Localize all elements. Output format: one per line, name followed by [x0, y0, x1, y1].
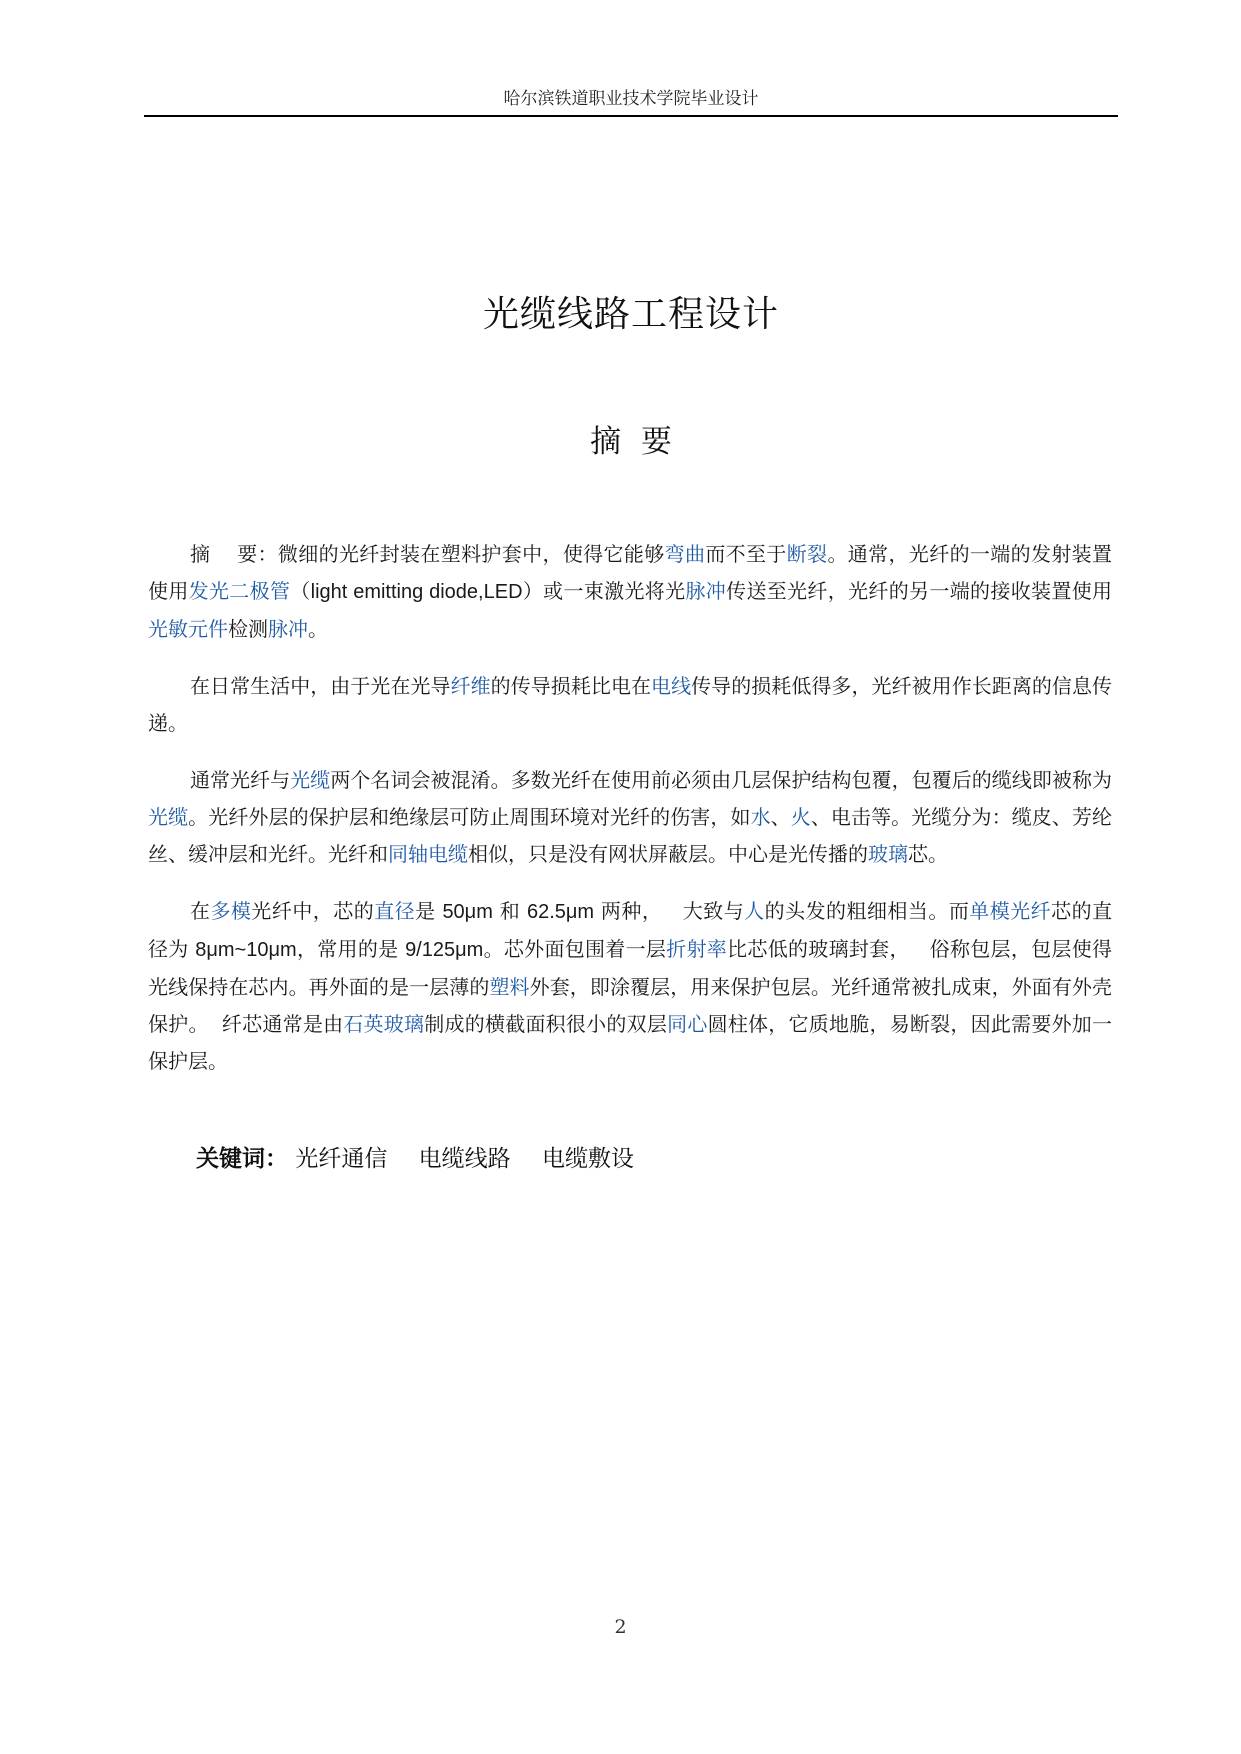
hyperlink-term[interactable]: 单模光纤: [969, 899, 1052, 923]
paragraph-text: 和: [492, 899, 527, 923]
latin-text: 62.5μm: [526, 901, 595, 923]
paragraph-text: 是: [415, 899, 443, 923]
abstract-paragraph: [148, 536, 1112, 648]
hyperlink-term[interactable]: 断裂: [786, 542, 828, 566]
hyperlink-term[interactable]: 水: [750, 805, 771, 829]
hyperlink-term[interactable]: 光缆: [290, 768, 331, 792]
abstract-paragraph: [148, 893, 1112, 1080]
hyperlink-term[interactable]: 直径: [374, 899, 416, 923]
hyperlink-term[interactable]: 光敏元件: [148, 617, 228, 641]
keywords-line: [196, 1140, 658, 1173]
paragraph-text: 摘 要：微细的光纤封装在塑料护套中，使得它能够: [190, 542, 665, 566]
hyperlink-term[interactable]: 同轴电缆: [388, 842, 468, 866]
paragraph-text: 传导的损耗低得多，光纤被用作长距离的信息传递。: [148, 674, 1113, 735]
hyperlink-term[interactable]: 弯曲: [664, 542, 706, 566]
page-number: 2: [614, 1616, 627, 1638]
keywords-separator: ：: [265, 1146, 288, 1172]
paragraph-text: 制成的横截面积很小的双层: [424, 1012, 668, 1036]
paragraph-text: 、电击等。光缆分为：缆皮、芳纶丝、缓冲层和光纤。光纤和: [148, 805, 1113, 866]
hyperlink-term[interactable]: 电线: [651, 674, 692, 698]
paragraph-text: 两个名词会被混淆。多数光纤在使用前必须由几层保护结构包覆，包覆后的缆线即被称为: [330, 768, 1113, 792]
paragraph-text: 光纤中，芯的: [251, 899, 375, 923]
latin-text: 50μm: [442, 901, 493, 923]
paragraph-text: 芯的直径为: [148, 899, 1113, 961]
hyperlink-term[interactable]: 脉冲: [685, 579, 727, 603]
hyperlink-term[interactable]: 石英玻璃: [343, 1012, 425, 1036]
latin-text: light emitting diode,LED: [310, 581, 523, 603]
keyword-item: 电缆敷设: [541, 1146, 634, 1172]
hyperlink-term[interactable]: 人: [744, 899, 765, 923]
paragraph-text: 、: [770, 805, 791, 829]
paragraph-text: 检测: [228, 617, 268, 641]
hyperlink-term[interactable]: 光缆: [148, 805, 189, 829]
latin-text: 9/125μm: [405, 939, 484, 961]
paragraph-text: 芯。: [908, 842, 948, 866]
hyperlink-term[interactable]: 折射率: [666, 937, 728, 961]
paragraph-text: 两种， 大致与: [594, 899, 745, 923]
abstract-heading: 摘 要: [590, 424, 672, 460]
paragraph-text: 圆柱体，它质地脆，易断裂，因此需要外加一保护层。: [148, 1012, 1113, 1073]
hyperlink-term[interactable]: 多模: [210, 899, 252, 923]
hyperlink-term[interactable]: 脉冲: [268, 617, 308, 641]
document-title: 光缆线路工程设计: [482, 294, 779, 335]
hyperlink-term[interactable]: 玻璃: [868, 842, 908, 866]
paragraph-text: 在日常生活中，由于光在光导: [190, 674, 451, 698]
paragraph-text: ，常用的是: [296, 937, 406, 961]
paragraph-text: 在: [190, 899, 211, 923]
paragraph-text: （: [290, 579, 311, 603]
paragraph-text: 的传导损耗比电在: [490, 674, 652, 698]
hyperlink-term[interactable]: 发光二极管: [188, 579, 291, 603]
paragraph-text: 。通常，光纤的一端的发射装置使用: [148, 542, 1113, 603]
paragraph-text: 传送至光纤，光纤的另一端的接收装置使用: [726, 579, 1113, 603]
paragraph-text: 的头发的粗细相当。而: [764, 899, 970, 923]
paragraph-text: 。光纤外层的保护层和绝缘层可防止周围环境对光纤的伤害，如: [188, 805, 751, 829]
paragraph-text: 。: [308, 617, 328, 641]
abstract-paragraph: [148, 762, 1112, 873]
paragraph-text: 相似，只是没有网状屏蔽层。中心是光传播的: [468, 842, 868, 866]
abstract-paragraph: [148, 668, 1112, 742]
hyperlink-term[interactable]: 同心: [667, 1012, 708, 1036]
paragraph-text: 而不至于: [705, 542, 787, 566]
hyperlink-term[interactable]: 纤维: [450, 674, 491, 698]
paragraph-text: 比芯低的玻璃封套， 俗称包层，包层使得光线保持在芯内。再外面的是一层薄的: [148, 937, 1113, 999]
paragraph-text: ）或一束激光将光: [522, 579, 686, 603]
hyperlink-term[interactable]: 火: [790, 805, 811, 829]
hyperlink-term[interactable]: 塑料: [489, 975, 530, 999]
keyword-item: 电缆线路: [418, 1146, 511, 1172]
page-header: 哈尔滨铁道职业技术学院毕业设计: [144, 84, 1118, 117]
paragraph-text: 通常光纤与: [190, 768, 291, 792]
keyword-item: 光纤通信: [295, 1146, 388, 1172]
keywords-label: 关键词: [196, 1146, 265, 1172]
paragraph-text: 。芯外面包围着一层: [483, 937, 667, 961]
abstract-body: [148, 536, 1112, 1100]
paragraph-text: 外套，即涂覆层，用来保护包层。光纤通常被扎成束，外面有外壳保护。 纤芯通常是由: [148, 975, 1113, 1036]
latin-text: 8μm~10μm: [195, 939, 297, 961]
